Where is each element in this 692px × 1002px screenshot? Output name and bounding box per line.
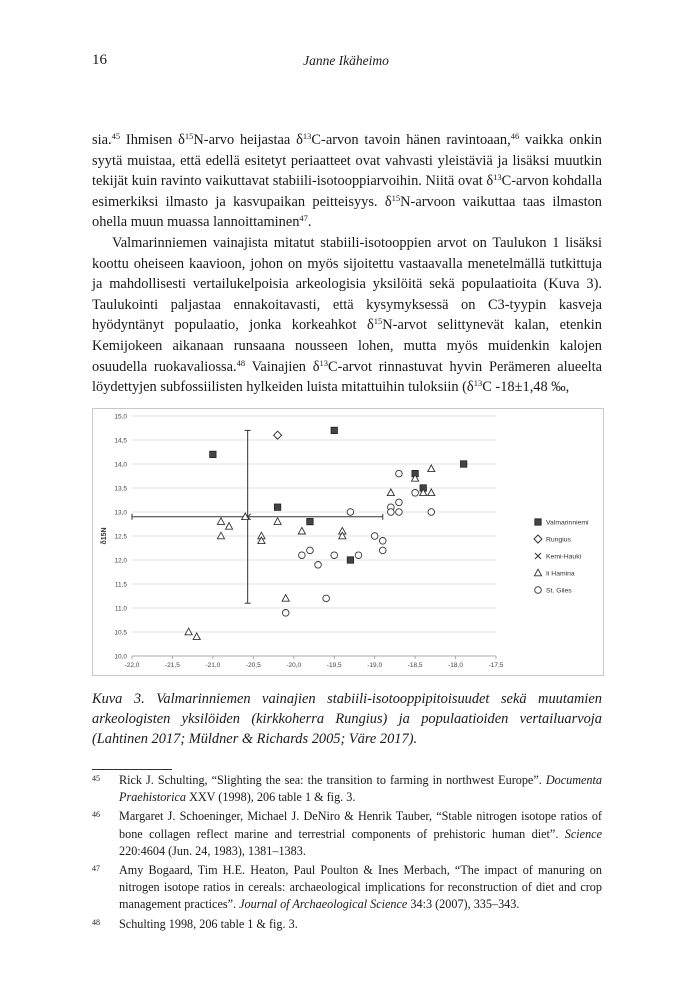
footnote-number: 47 [92, 864, 100, 874]
running-head: Janne Ikäheimo [303, 53, 389, 68]
data-point [347, 509, 354, 516]
data-point [396, 470, 403, 477]
x-tick-label: -19,5 [326, 662, 342, 669]
x-tick-label: -18,5 [407, 662, 423, 669]
figure-caption: Kuva 3. Valmarinniemen vainajien stabiili-isotooppipitoisuudet sekä muutamien arkeologisten yksilöiden (kirkkoherra Rungius) ja populaatioiden vertailuarvoja (Lahtinen 2017; Müldner & Richards 2005; Väre 2017). [92, 691, 602, 747]
x-tick-label: -21,0 [205, 662, 221, 669]
chart-svg [92, 408, 604, 676]
paragraph-2: Valmarinniemen vainajista mitatut stabiili-isotooppien arvot on Taulukon 1 lisäksi koottu oheiseen kaavioon, johon on myös sijoitettu vastaavalla menetelmällä tutkittuja ja mahdollisesti vertailukelpoisia arkeologisia yksilöitä sekä populaatioita (Kuva 3). Taulukointi paljastaa ennakoitavasti, että kysymyksessä on C3-tyypin kasveja hyödyntänyt populaatio, jonka korkeahkot $\delta^{15}N$-arvot selittynevät kalan, etenkin Kemijokeen aikanaan runsaana nousseen lohen, mutta myös muidenkin kalojen osuudella ruokavaliossa.$^{48}$ Vainajien $\delta^{13}C$-arvot rinnastuvat hyvin Perämeren alueelta löydettyjen subfossiilisten hylkeiden luista mitattuihin tuloksiin ($\delta^{13}C$ -18±1,48 ‰, [92, 234, 603, 396]
chart-frame [93, 409, 604, 676]
footnote [92, 916, 602, 933]
legend-label: Valmarinniemi [546, 519, 589, 527]
footnote-number: 46 [92, 810, 100, 820]
footnote-rule [92, 769, 172, 770]
footnote-text: Margaret J. Schoeninger, Michael J. DeNiro & Henrik Tauber, “Stable nitrogen isotope ratios of bone collagen reflect marine and terrestrial components of prehistoric human diet”. Science 220:4604 (Jun. 24, 1983), 1381–1383. [119, 809, 602, 858]
x-tick-label: -21,5 [165, 662, 180, 669]
y-tick-label: 12,0 [114, 557, 127, 565]
isotope-scatter-chart [92, 408, 604, 676]
data-point [428, 509, 435, 516]
legend-marker [535, 587, 542, 594]
legend-label: St. Giles [546, 587, 572, 595]
data-point [379, 547, 386, 554]
data-point [331, 427, 337, 433]
x-tick-label: -17,5 [488, 662, 504, 669]
footnote-text: Amy Bogaard, Tim H.E. Heaton, Paul Poulton & Ines Merbach, “The impact of manuring on nitrogen isotope ratios in cereals: archaeological implications for reconstruction of diet and crop management practices”. Journal of Archaeological Science 34:3 (2007), 335–343. [119, 863, 602, 912]
paragraph-1: sia.$^{45}$ Ihmisen $\delta^{15}N$-arvo heijastaa $\delta^{13}C$-arvon tavoin hänen ravintoaan,$^{46}$ vaikka onkin syytä muistaa, että edellä esitetyt periaatteet ovat vahvasti yleistäviä ja lisäksi muutkin tekijät kuin ravinto vaikuttavat stabiili-isotooppiarvoihin. Niitä ovat $\delta^{13}C$-arvon kohdalla esimerkiksi ilmasto ja kasvupaikan peitteisyys. $\delta^{15}N$-arvoon vaikuttaa taas ilmaston ohella muun muassa lannoittaminen$^{47}$. [92, 131, 603, 231]
y-tick-label: 13,5 [114, 485, 127, 493]
data-point [388, 509, 395, 516]
y-tick-label: 13,0 [114, 509, 127, 517]
data-point [331, 552, 338, 559]
footnote-number: 45 [92, 774, 100, 783]
x-tick-label: -22,0 [124, 662, 140, 669]
data-point [274, 504, 280, 510]
y-tick-label: 10,0 [114, 653, 127, 661]
x-tick-label: -20,0 [286, 662, 302, 669]
body-text [92, 130, 602, 398]
y-axis-label: δ15N [101, 527, 108, 545]
data-point [412, 490, 419, 497]
y-tick-label: 14,5 [114, 437, 127, 445]
data-point [315, 562, 322, 569]
x-tick-label: -19,0 [367, 662, 383, 669]
data-point [323, 595, 330, 602]
y-tick-label: 11,0 [114, 605, 127, 613]
legend-label: Kemi-Hauki [546, 553, 582, 561]
data-point [282, 610, 289, 617]
footnote [92, 772, 602, 806]
x-tick-label: -18,0 [448, 662, 463, 669]
data-point [347, 557, 353, 563]
data-point [371, 533, 378, 540]
legend-label: Rungius [546, 536, 571, 544]
y-tick-label: 15,0 [114, 413, 127, 421]
legend-marker [535, 519, 541, 525]
data-point [460, 461, 466, 467]
footnote [92, 862, 602, 914]
x-tick-label: -20,5 [245, 662, 261, 669]
y-tick-label: 10,5 [114, 629, 127, 637]
y-tick-label: 12,5 [114, 533, 127, 541]
legend-label: Ii Hamina [546, 570, 575, 578]
footnotes [92, 772, 602, 935]
data-point [299, 552, 306, 559]
footnote-number: 48 [92, 917, 100, 927]
page-number: 16 [92, 52, 107, 68]
data-point [396, 499, 403, 506]
y-tick-label: 11,5 [114, 581, 127, 589]
footnote-text: Rick J. Schulting, “Slighting the sea: the transition to farming in northwest Europe”. Documenta Praehistorica XXV (1998), 206 table 1 & fig. 3. [119, 773, 602, 805]
data-point [355, 552, 362, 559]
data-point [307, 547, 314, 554]
data-point [307, 518, 313, 524]
data-point [379, 538, 386, 545]
footnote [92, 808, 602, 860]
y-tick-label: 14,0 [114, 461, 127, 469]
data-point [210, 451, 216, 457]
footnote-text: Schulting 1998, 206 table 1 & fig. 3. [119, 916, 298, 931]
data-point [396, 509, 403, 516]
